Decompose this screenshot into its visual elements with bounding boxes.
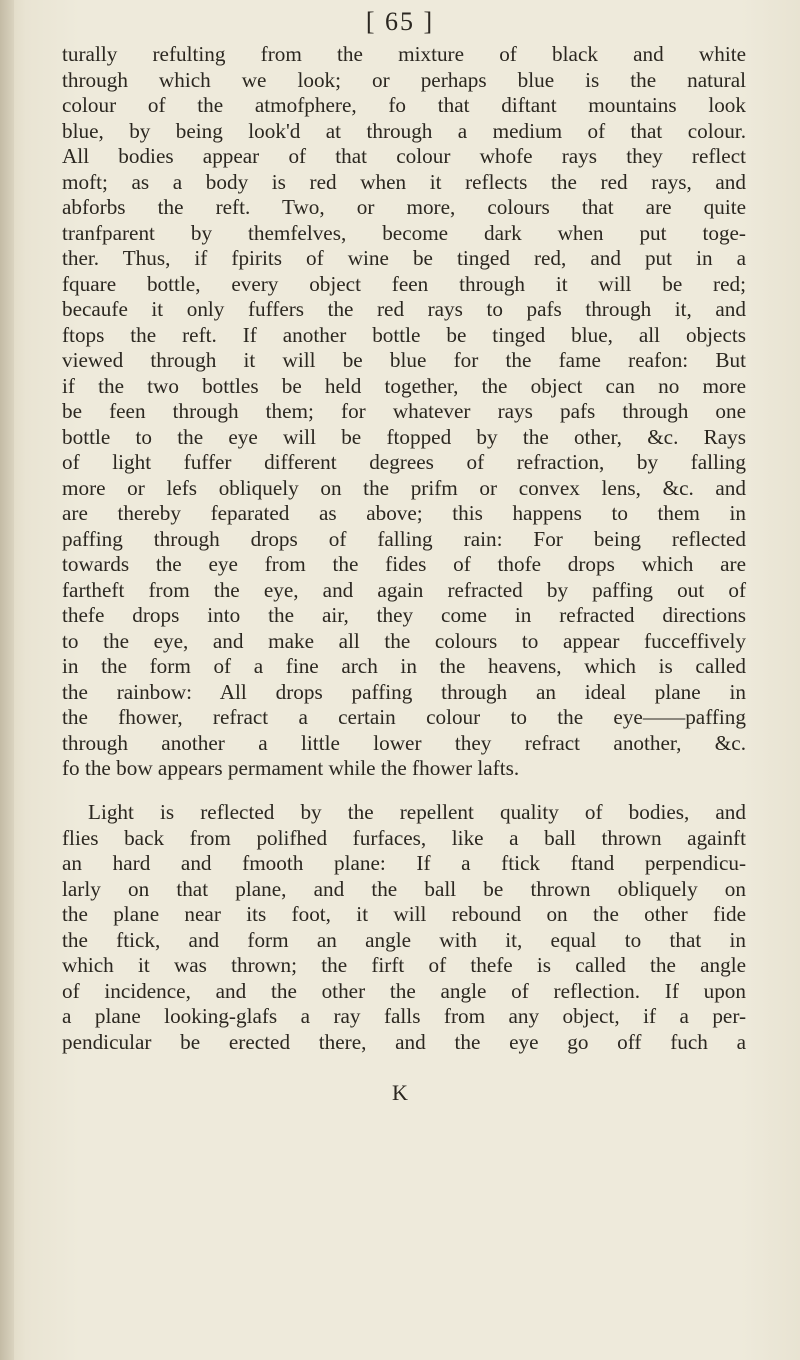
text-line: viewed through it will be blue for the fame reafon: But	[62, 348, 746, 372]
signature-mark: K	[392, 1080, 408, 1105]
text-line: be feen through them; for whatever rays pafs through one	[62, 399, 746, 423]
text-line: a plane looking-glafs a ray falls from any object, if a per-	[62, 1004, 746, 1028]
text-line: an hard and fmooth plane: If a ftick ftand perpendicu-	[62, 851, 746, 875]
text-line: through which we look; or perhaps blue is the natural	[62, 67, 746, 92]
text-line: of light fuffer different degrees of refraction, by falling	[62, 450, 746, 474]
text-line: more or lefs obliquely on the prifm or convex lens, &c. and	[62, 475, 746, 500]
text-line: All bodies appear of that colour whofe rays they reflect	[62, 144, 746, 168]
text-line: abforbs the reft. Two, or more, colours that are quite	[62, 195, 746, 219]
text-line: the rainbow: All drops paffing through an ideal plane in	[62, 679, 746, 704]
text-line: the plane near its foot, it will rebound on the other fide	[62, 902, 746, 926]
text-line: fquare bottle, every object feen through it will be red;	[62, 271, 746, 296]
text-line: pendicular be erected there, and the eye go off fuch a	[62, 1029, 746, 1054]
paragraph-1	[62, 42, 746, 782]
text-line: becaufe it only fuffers the red rays to pafs through it, and	[62, 297, 746, 321]
text-line: turally refulting from the mixture of black and white	[62, 42, 746, 66]
text-line: of incidence, and the other the angle of reflection. If upon	[62, 978, 746, 1003]
text-line: larly on that plane, and the ball be thrown obliquely on	[62, 876, 746, 901]
text-line: fo the bow appears permament while the fhower lafts.	[62, 756, 520, 780]
text-line: ther. Thus, if fpirits of wine be tinged red, and put in a	[62, 246, 746, 270]
text-line: if the two bottles be held together, the object can no more	[62, 373, 746, 398]
text-line: bottle to the eye will be ftopped by the other, &c. Rays	[62, 424, 746, 449]
text-line: colour of the atmofphere, fo that diftant mountains look	[62, 93, 746, 117]
text-line: through another a little lower they refract another, &c.	[62, 730, 746, 755]
text-line: ftops the reft. If another bottle be tinged blue, all objects	[62, 322, 746, 347]
paragraph-2	[62, 800, 746, 1055]
text-line: tranfparent by themfelves, become dark when put toge-	[62, 220, 746, 245]
page-gutter-shadow	[0, 0, 14, 1360]
text-line: are thereby feparated as above; this happens to them in	[62, 501, 746, 525]
text-line: towards the eye from the fides of thofe drops which are	[62, 552, 746, 576]
text-line: the fhower, refract a certain colour to the eye——paffing	[62, 705, 746, 729]
text-line: the ftick, and form an angle with it, equal to that in	[62, 927, 746, 952]
text-line: fartheft from the eye, and again refracted by paffing out of	[62, 577, 746, 602]
text-line: Light is reflected by the repellent quality of bodies, and	[88, 800, 746, 824]
text-line: in the form of a fine arch in the heavens, which is called	[62, 654, 746, 678]
text-line: paffing through drops of falling rain: For being reflected	[62, 526, 746, 551]
text-line: to the eye, and make all the colours to appear fucceffively	[62, 628, 746, 653]
text-line: thefe drops into the air, they come in refracted directions	[62, 603, 746, 627]
text-line: blue, by being look'd at through a medium of that colour.	[62, 118, 746, 143]
page-number-header: [ 65 ]	[365, 7, 435, 36]
text-line: which it was thrown; the firft of thefe is called the angle	[62, 953, 746, 977]
text-line: moft; as a body is red when it reflects the red rays, and	[62, 169, 746, 194]
text-line: flies back from polifhed furfaces, like a ball thrown againft	[62, 825, 746, 850]
